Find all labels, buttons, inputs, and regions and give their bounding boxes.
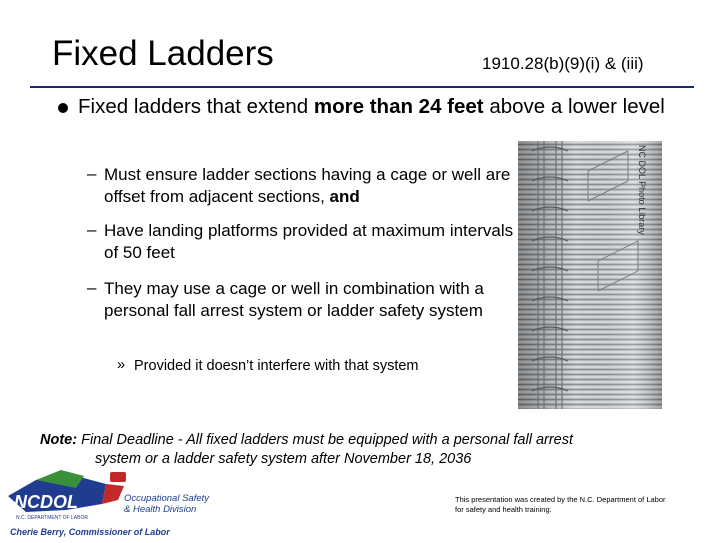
sub-sub-item: Provided it doesn’t interfere with that system [134, 358, 419, 374]
photo-credit: NC DOL Photo Library [637, 145, 647, 235]
main-bullet [78, 94, 678, 119]
sub-item-landing: Have landing platforms provided at maximum intervals of 50 feet [104, 221, 514, 262]
sub-item-offset-and: and [329, 187, 360, 206]
sub-item-offset [104, 164, 514, 208]
dash-icon: – [87, 164, 97, 183]
sub-item-offset-text: Must ensure ladder sections having a cage or well are offset from adjacent sections, [104, 165, 511, 206]
main-bullet-text-end: above a lower level [483, 95, 665, 118]
logo-division-2: & Health Division [124, 504, 197, 515]
slide-title: Fixed Ladders [52, 34, 274, 73]
footer-credit: This presentation was created by the N.C. Department of Labor for safety and health training. [455, 495, 666, 514]
main-bullet-emphasis: more than 24 feet [313, 95, 484, 118]
ncdol-logo [6, 466, 226, 538]
main-bullet-text-start: Fixed ladders that extend [78, 95, 314, 118]
title-rule [30, 86, 694, 88]
dash-icon: – [87, 220, 97, 239]
regulation-citation: 1910.28(b)(9)(i) & (iii) [482, 54, 644, 73]
double-arrow-icon: » [117, 357, 126, 373]
note-line-1: Final Deadline - All fixed ladders must be equipped with a personal fall arrest [77, 432, 574, 448]
note-block [40, 431, 660, 469]
dash-icon: – [87, 278, 97, 297]
note-label: Note: [40, 432, 78, 448]
bullet-icon [58, 103, 68, 113]
sub-item-cage: They may use a cage or well in combination with a personal fall arrest system or ladder safety system [104, 279, 484, 320]
note-line-2: system or a ladder safety system after November 18, 2036 [95, 451, 472, 467]
logo-commissioner: Cherie Berry, Commissioner of Labor [10, 527, 170, 537]
logo-org: NCDOL [14, 492, 78, 512]
logo-division-1: Occupational Safety [124, 493, 210, 504]
logo-org-sub: N.C. DEPARTMENT OF LABOR [16, 515, 88, 521]
